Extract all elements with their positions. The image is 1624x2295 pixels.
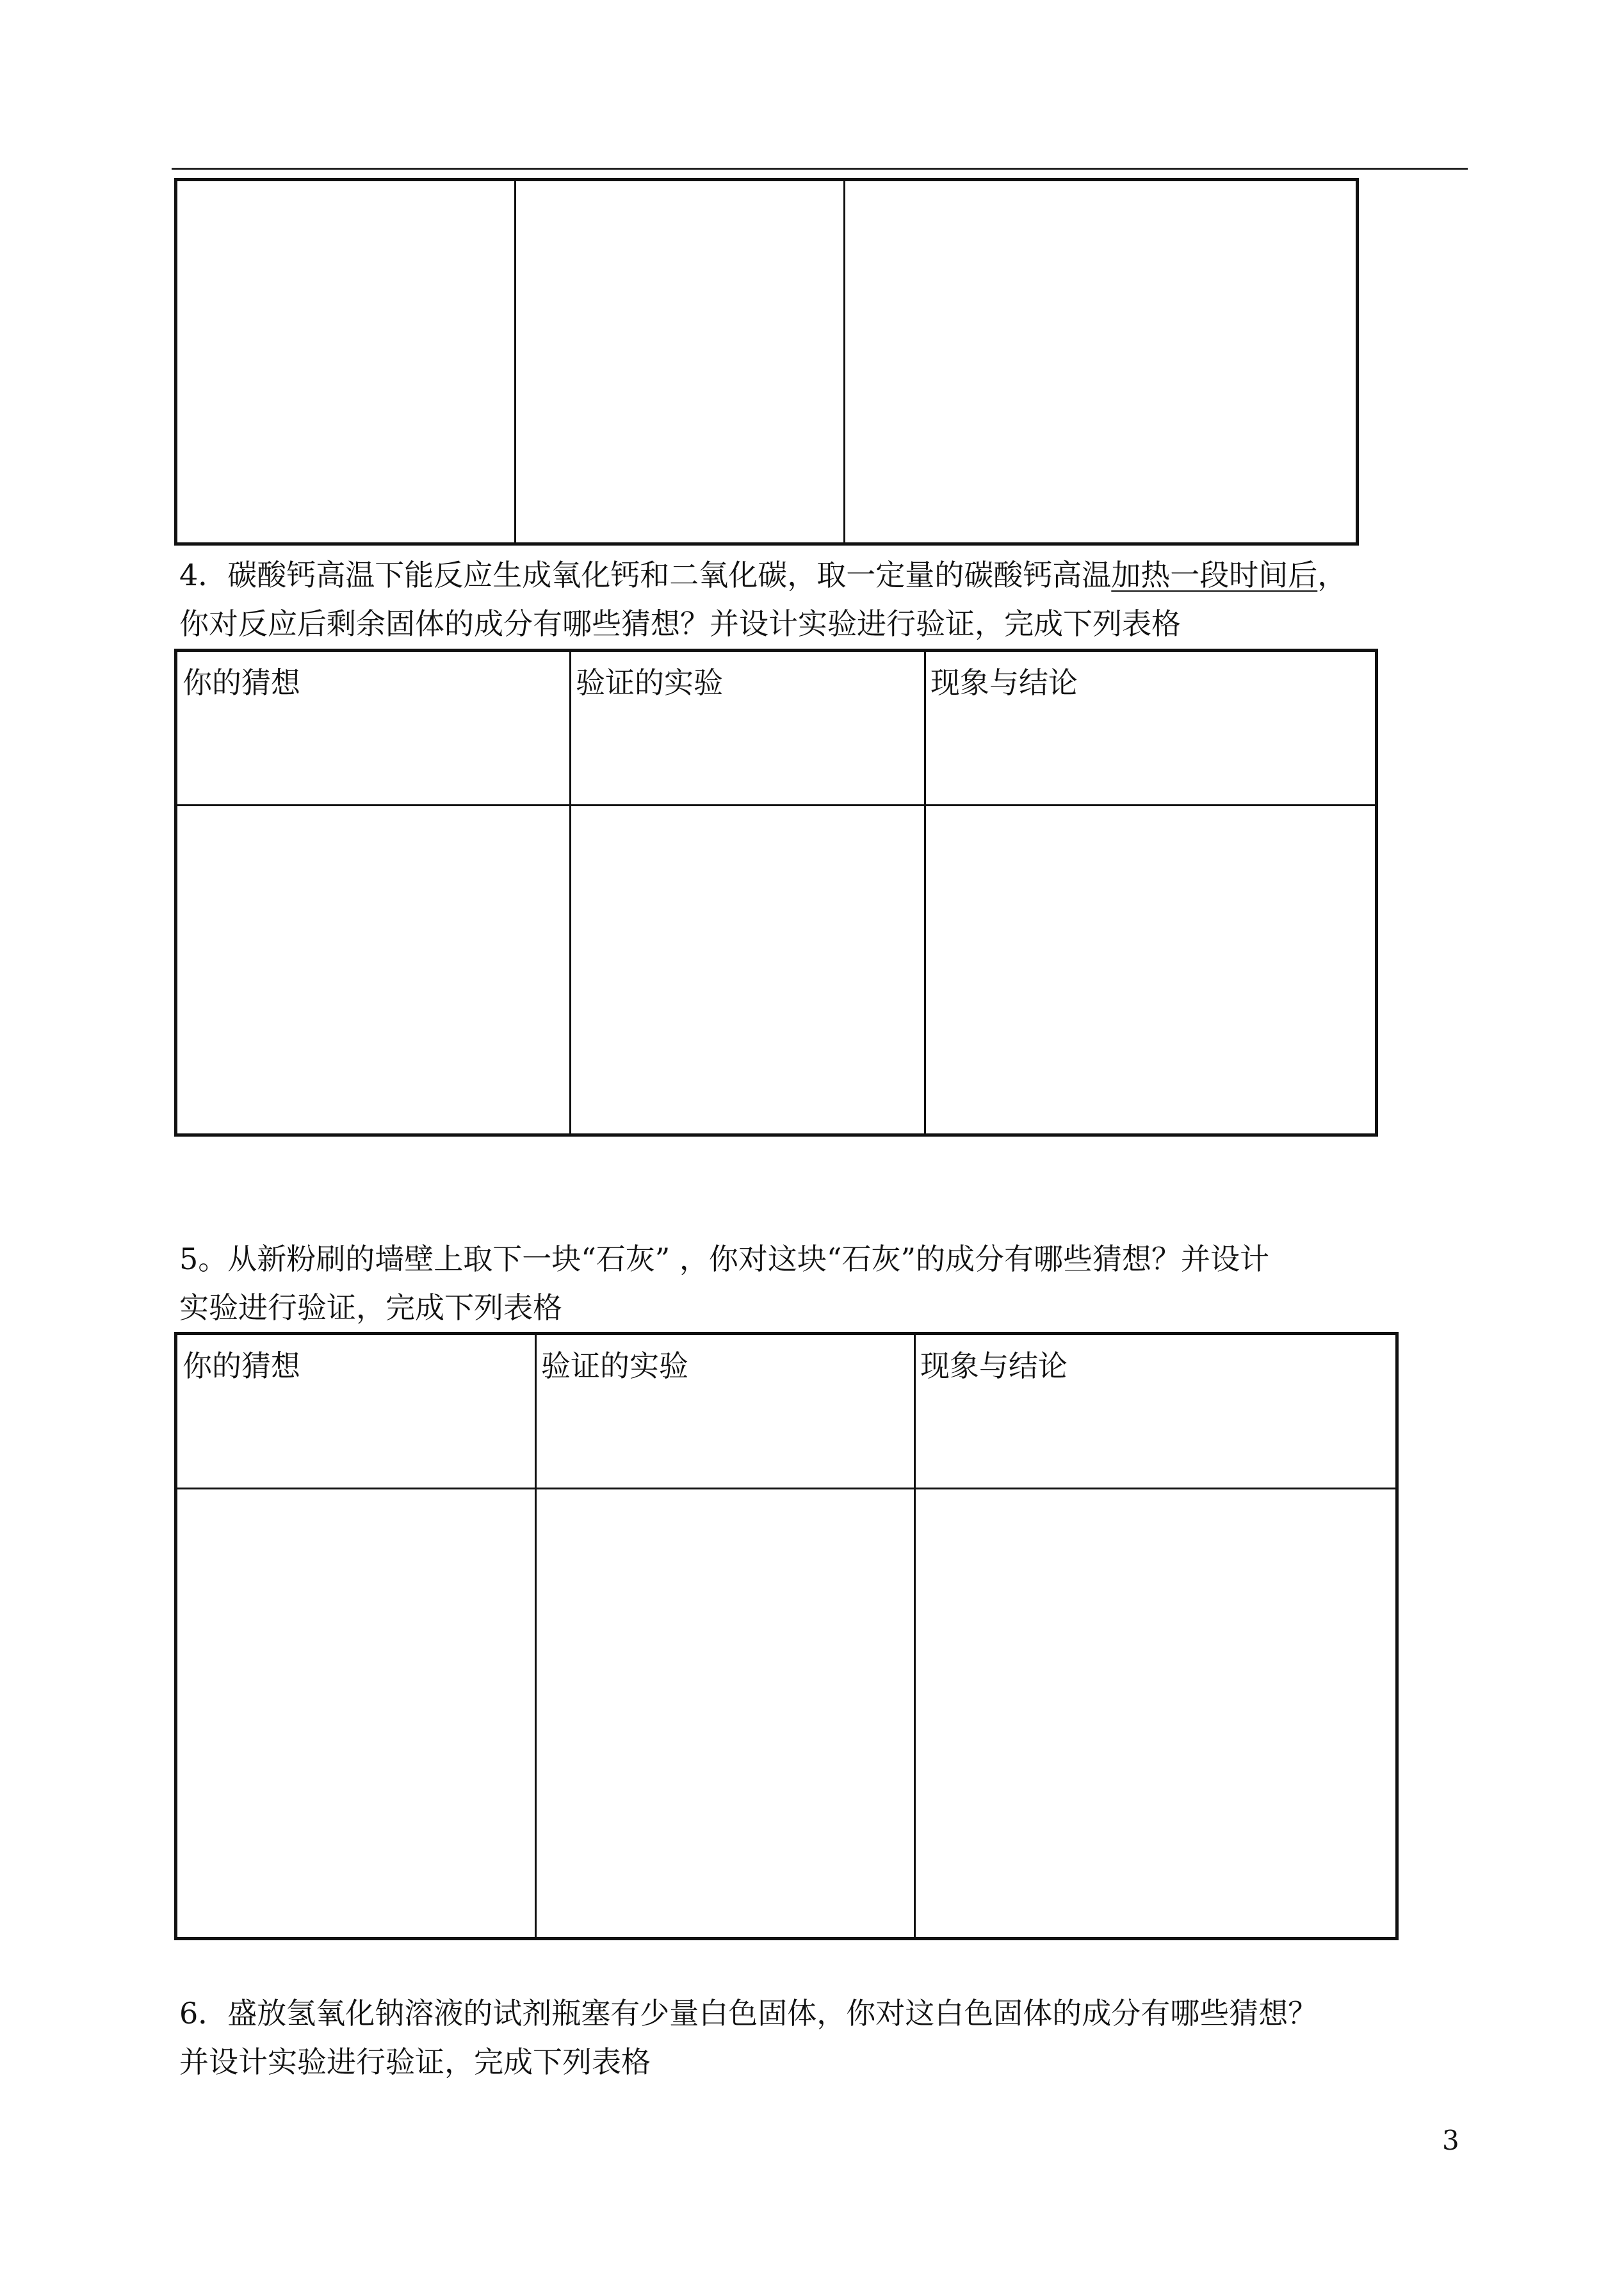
- header-conclusion: 现象与结论: [920, 1349, 1068, 1383]
- column-divider: [535, 1335, 537, 1937]
- question-6-line-2: 并设计实验进行验证，完成下列表格: [179, 2045, 651, 2079]
- header-guess: 你的猜想: [183, 665, 300, 700]
- header-rule: [172, 168, 1468, 170]
- question-4-line-2: 你对反应后剩余固体的成分有哪些猜想？并设计实验进行验证，完成下列表格: [179, 606, 1181, 641]
- table-continued: [174, 178, 1359, 546]
- question-4-text: 4．碳酸钙高温下能反应生成氧化钙和二氧化碳，取一定量的碳酸钙高温: [179, 558, 1112, 592]
- question-6: [179, 1989, 1317, 2086]
- question-4-line-1: [179, 551, 1347, 599]
- row-divider: [177, 804, 1375, 806]
- header-guess: 你的猜想: [183, 1349, 300, 1383]
- underlined-phrase: 加热一段时间后: [1111, 558, 1318, 592]
- column-divider: [924, 652, 926, 1133]
- question-5: [179, 1235, 1269, 1332]
- column-divider: [843, 181, 845, 542]
- table-q4: [174, 649, 1378, 1137]
- question-6-line-1: 6．盛放氢氧化钠溶液的试剂瓶塞有少量白色固体，你对这白色固体的成分有哪些猜想？: [179, 1996, 1318, 2031]
- column-divider: [514, 181, 516, 542]
- header-experiment: 验证的实验: [541, 1349, 688, 1383]
- question-5-line-1: 5。从新粉刷的墙壁上取下一块“石灰” ，你对这块“石灰”的成分有哪些猜想？并设计: [179, 1242, 1269, 1276]
- header-conclusion: 现象与结论: [930, 665, 1078, 700]
- row-divider: [177, 1488, 1395, 1489]
- question-4-punct: ，: [1317, 558, 1347, 592]
- question-5-line-2: 实验进行验证，完成下列表格: [179, 1290, 562, 1325]
- page-number: 3: [1442, 2125, 1459, 2156]
- table-q5: [174, 1332, 1399, 1940]
- column-divider: [914, 1335, 916, 1937]
- header-experiment: 验证的实验: [576, 665, 723, 700]
- column-divider: [569, 652, 571, 1133]
- question-4: [179, 551, 1347, 648]
